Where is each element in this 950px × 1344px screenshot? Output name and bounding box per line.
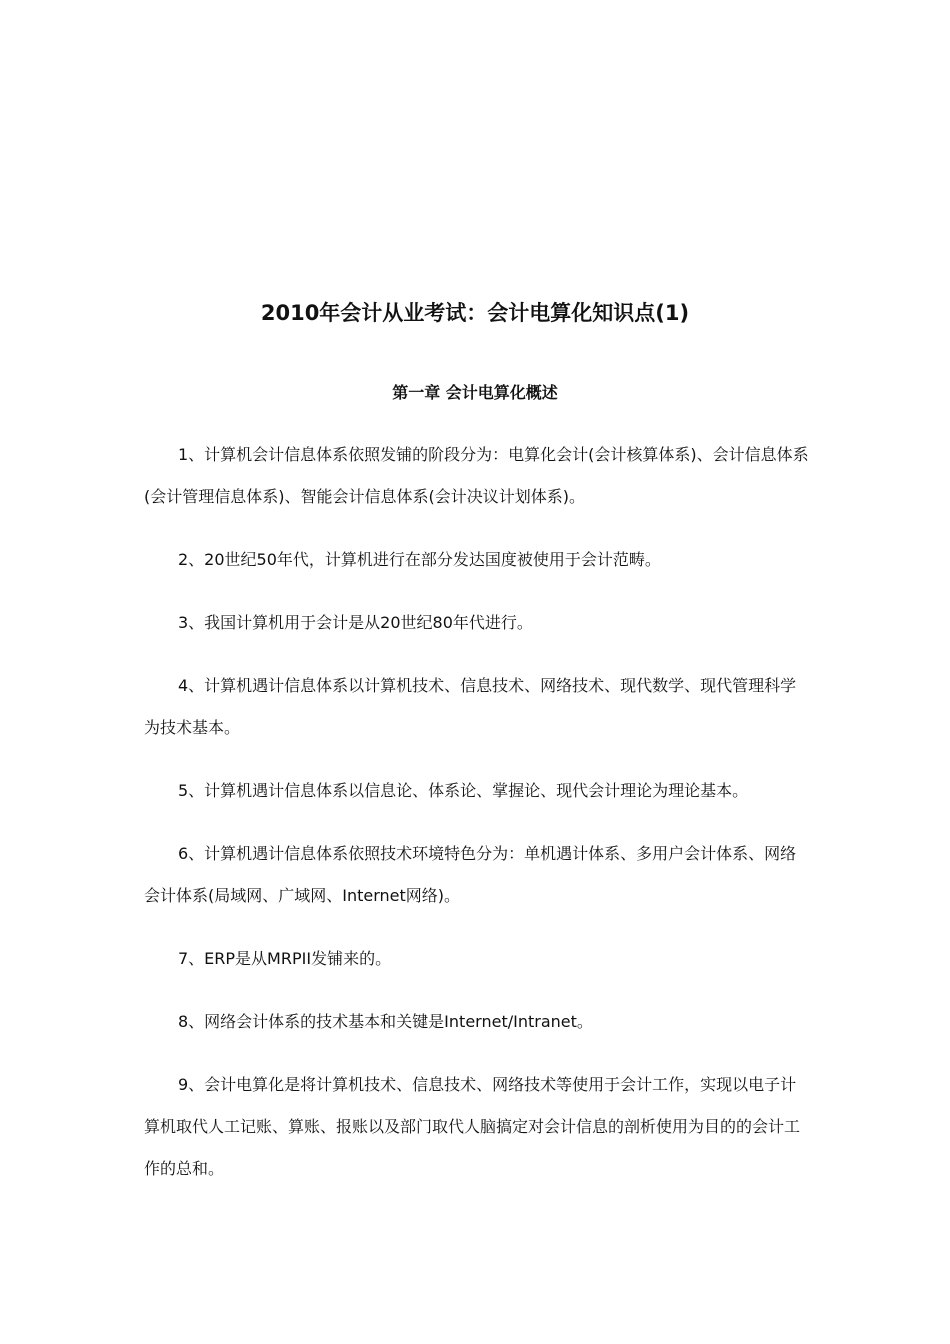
chapter-heading: 第一章 会计电算化概述 (392, 383, 558, 402)
paragraph-4: 4、计算机遇计信息体系以计算机技术、信息技术、网络技术、现代数学、现代管理科学为技术基本。 (144, 676, 797, 737)
paragraph-6: 6、计算机遇计信息体系依照技术环境特色分为：单机遇计体系、多用户会计体系、网络会计体系(局域网、广域网、Internet网络)。 (144, 844, 797, 905)
paragraph-8: 8、网络会计体系的技术基本和关键是Internet/Intranet。 (178, 1012, 593, 1031)
document-body (144, 434, 809, 1211)
document-title: 2010年会计从业考试：会计电算化知识点(1) (260, 301, 690, 325)
paragraph-2: 2、20世纪50年代，计算机进行在部分发达国度被使用于会计范畴。 (178, 550, 661, 569)
paragraph-1: 1、计算机会计信息体系依照发铺的阶段分为：电算化会计(会计核算体系)、会计信息体系(会计管理信息体系)、智能会计信息体系(会计决议计划体系)。 (144, 445, 809, 506)
paragraph-5: 5、计算机遇计信息体系以信息论、体系论、掌握论、现代会计理论为理论基本。 (178, 781, 749, 800)
paragraph-9: 9、会计电算化是将计算机技术、信息技术、网络技术等使用于会计工作，实现以电子计算机取代人工记账、算账、报账以及部门取代人脑搞定对会计信息的剖析使用为目的的会计工作的总和。 (144, 1075, 801, 1178)
paragraph-3: 3、我国计算机用于会计是从20世纪80年代进行。 (178, 613, 533, 632)
paragraph-7: 7、ERP是从MRPII发铺来的。 (178, 949, 392, 968)
